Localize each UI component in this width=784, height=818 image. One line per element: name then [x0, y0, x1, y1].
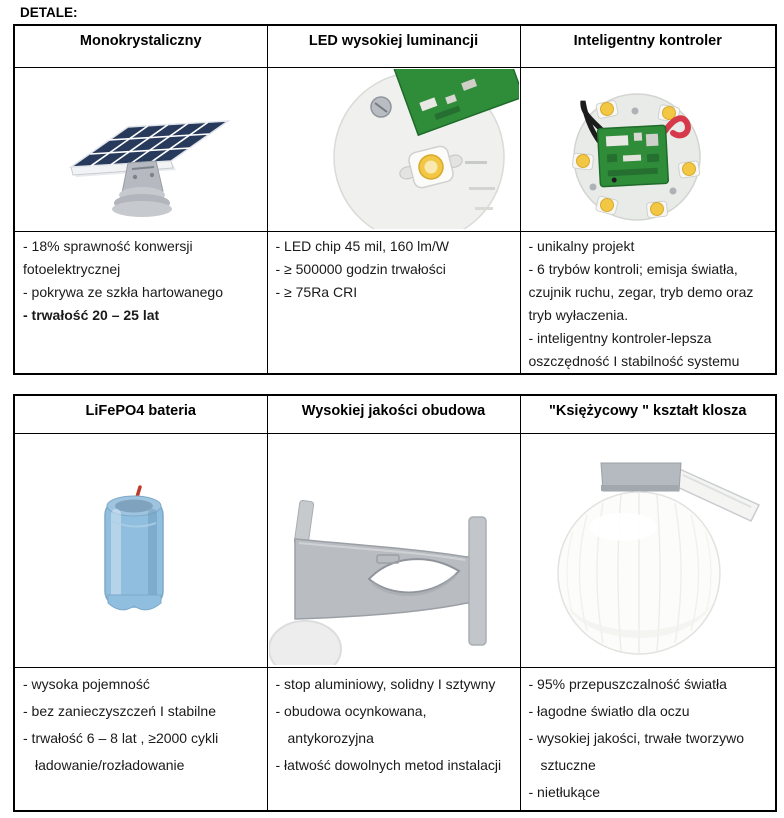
cell-led-image: [267, 67, 520, 231]
solar-panel-photo: [16, 69, 266, 229]
controller-board-photo: [523, 69, 773, 229]
feature-line: - bez zanieczyszczeń I stabilne: [23, 702, 216, 719]
cell-solar-panel-image: [14, 67, 267, 231]
feature-line: - 95% przepuszczalność światła: [528, 675, 727, 692]
feature-line: - trwałość 20 – 25 lat: [23, 306, 160, 323]
table1-image-row: [14, 67, 776, 231]
led-module-photo: [269, 69, 519, 229]
header-battery: LiFePO4 bateria: [14, 395, 267, 433]
feature-line: - łagodne światło dla oczu: [528, 702, 690, 719]
cell-controller-image: [520, 67, 776, 231]
feature-line: - wysokiej jakości, trwałe tworzywo sztuczne: [528, 729, 744, 773]
cell-controller-features: [520, 231, 776, 374]
feature-line: - ≥ 500000 godzin trwałości: [275, 260, 446, 277]
details-table-2: [13, 394, 777, 812]
table2-text-row: [14, 667, 776, 811]
feature-line: - 18% sprawność konwersji fotoelektrycznej: [23, 237, 193, 277]
housing-bracket-photo: [269, 435, 519, 665]
cell-globe-features: [520, 667, 776, 811]
feature-line: - ≥ 75Ra CRI: [275, 283, 358, 300]
feature-line: - 6 trybów kontroli; emisja światła, czujnik ruchu, zegar, tryb demo oraz tryb wyłaczenia.: [528, 260, 754, 323]
globe-lampshade-photo: [523, 435, 773, 665]
cell-housing-image: [267, 433, 520, 667]
feature-line: - wysoka pojemność: [23, 675, 150, 692]
cell-globe-image: [520, 433, 776, 667]
header-controller: Inteligentny kontroler: [520, 25, 776, 67]
feature-line: - unikalny projekt: [528, 237, 635, 254]
table1-header-row: [14, 25, 776, 67]
header-led: LED wysokiej luminancji: [267, 25, 520, 67]
feature-line: - nietłukące: [528, 783, 601, 800]
feature-line: - LED chip 45 mil, 160 lm/W: [275, 237, 449, 254]
cell-housing-features: [267, 667, 520, 811]
header-globe: "Księżycowy " kształt klosza: [520, 395, 776, 433]
details-table-1: [13, 24, 777, 375]
table2-image-row: [14, 433, 776, 667]
feature-line: - łatwość dowolnych metod instalacji: [275, 756, 502, 773]
cell-battery-features: [14, 667, 267, 811]
header-housing: Wysokiej jakości obudowa: [267, 395, 520, 433]
feature-line: - obudowa ocynkowana, antykorozyjna: [275, 702, 427, 746]
table2-header-row: [14, 395, 776, 433]
feature-line: - stop aluminiowy, solidny I sztywny: [275, 675, 496, 692]
battery-pack-photo: [16, 435, 266, 665]
feature-line: - trwałość 6 – 8 lat , ≥2000 cykli ładowanie/rozładowanie: [23, 729, 219, 773]
table1-text-row: [14, 231, 776, 374]
cell-solar-panel-features: [14, 231, 267, 374]
page-title: DETALE:: [20, 5, 78, 20]
feature-line: - pokrywa ze szkła hartowanego: [23, 283, 223, 300]
feature-line: - inteligentny kontroler-lepsza oszczędność I stabilność systemu: [528, 329, 740, 369]
cell-battery-image: [14, 433, 267, 667]
cell-led-features: [267, 231, 520, 374]
header-monocrystalline: Monokrystaliczny: [14, 25, 267, 67]
